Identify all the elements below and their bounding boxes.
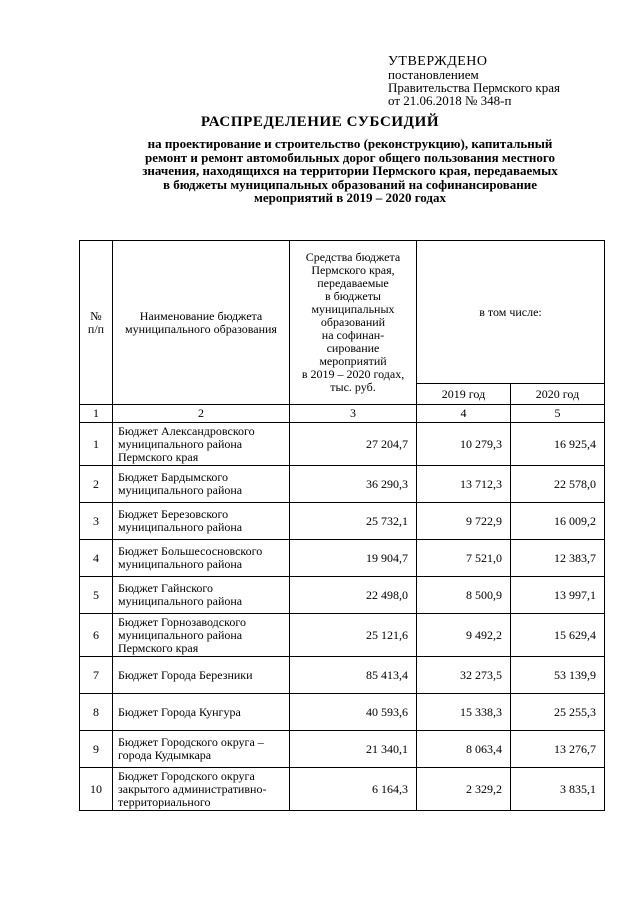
header-num: № п/п	[80, 241, 113, 405]
row-budget-name: Бюджет Городского округа – города Кудымкара	[113, 731, 290, 768]
row-budget-name: Бюджет Города Березники	[113, 657, 290, 694]
row-number: 10	[80, 768, 113, 811]
row-2019-value: 9 492,2	[417, 614, 511, 657]
table-row	[80, 694, 605, 731]
row-2020-value: 16 009,2	[511, 503, 605, 540]
row-2019-value: 10 279,3	[417, 423, 511, 466]
row-2020-value: 13 276,7	[511, 731, 605, 768]
row-2020-value: 12 383,7	[511, 540, 605, 577]
header-total: Средства бюджета Пермского края, передаваемые в бюджеты муниципальных образований на софинан- сирование мероприятий в 2019 – 2020 годах, тыс. руб.	[290, 241, 417, 405]
row-2019-value: 15 338,3	[417, 694, 511, 731]
approval-line: Правительства Пермского края	[388, 80, 560, 95]
header-name: Наименование бюджета муниципального образования	[113, 241, 290, 405]
table-row	[80, 540, 605, 577]
table-row	[80, 768, 605, 811]
table-header-row	[80, 241, 605, 384]
row-budget-name: Бюджет Городского округа закрытого административно- территориального	[113, 768, 290, 811]
row-budget-name: Бюджет Александровского муниципального района Пермского края	[113, 423, 290, 466]
table-row	[80, 731, 605, 768]
row-budget-name: Бюджет Бардымского муниципального района	[113, 466, 290, 503]
row-number: 8	[80, 694, 113, 731]
row-number: 1	[80, 423, 113, 466]
document-title: РАСПРЕДЕЛЕНИЕ СУБСИДИЙ	[200, 114, 440, 130]
column-number: 5	[511, 405, 605, 423]
row-number: 4	[80, 540, 113, 577]
row-total-value: 19 904,7	[290, 540, 417, 577]
row-2019-value: 2 329,2	[417, 768, 511, 811]
header-2019: 2019 год	[417, 384, 511, 405]
row-2020-value: 53 139,9	[511, 657, 605, 694]
row-2019-value: 8 063,4	[417, 731, 511, 768]
column-number-row	[80, 405, 605, 423]
row-total-value: 40 593,6	[290, 694, 417, 731]
row-budget-name: Бюджет Большесосновского муниципального района	[113, 540, 290, 577]
table-row	[80, 503, 605, 540]
table-row	[80, 577, 605, 614]
row-total-value: 22 498,0	[290, 577, 417, 614]
row-2019-value: 32 273,5	[417, 657, 511, 694]
row-2019-value: 8 500,9	[417, 577, 511, 614]
row-2019-value: 13 712,3	[417, 466, 511, 503]
row-2020-value: 13 997,1	[511, 577, 605, 614]
row-total-value: 27 204,7	[290, 423, 417, 466]
column-number: 2	[113, 405, 290, 423]
row-number: 3	[80, 503, 113, 540]
subtitle-line: значения, находящихся на территории Пермского края, передаваемых	[142, 163, 558, 178]
row-budget-name: Бюджет Горнозаводского муниципального района Пермского края	[113, 614, 290, 657]
row-total-value: 6 164,3	[290, 768, 417, 811]
row-number: 9	[80, 731, 113, 768]
subtitle-line: ремонт и ремонт автомобильных дорог общего пользования местного	[145, 149, 555, 165]
row-total-value: 85 413,4	[290, 657, 417, 694]
row-total-value: 36 290,3	[290, 466, 417, 503]
row-budget-name: Бюджет Гайнского муниципального района	[113, 577, 290, 614]
row-number: 2	[80, 466, 113, 503]
row-number: 6	[80, 614, 113, 657]
subtitle-line: мероприятий в 2019 – 2020 годах	[253, 190, 447, 205]
row-2019-value: 9 722,9	[417, 503, 511, 540]
row-total-value: 25 732,1	[290, 503, 417, 540]
row-total-value: 25 121,6	[290, 614, 417, 657]
row-number: 5	[80, 577, 113, 614]
row-2020-value: 3 835,1	[511, 768, 605, 811]
approval-line: постановлением	[388, 67, 479, 82]
row-number: 7	[80, 657, 113, 694]
approval-stamp	[388, 55, 638, 107]
table-row	[80, 466, 605, 503]
column-number: 4	[417, 405, 511, 423]
column-number: 3	[290, 405, 417, 423]
subsidy-table	[79, 240, 605, 811]
header-2020: 2020 год	[511, 384, 605, 405]
table-row	[80, 657, 605, 694]
row-total-value: 21 340,1	[290, 731, 417, 768]
row-2020-value: 16 925,4	[511, 423, 605, 466]
subtitle-line: в бюджеты муниципальных образований на софинансирование	[162, 176, 538, 192]
approval-line: от 21.06.2018 № 348-п	[388, 93, 512, 108]
table-row	[80, 423, 605, 466]
row-2020-value: 15 629,4	[511, 614, 605, 657]
row-2019-value: 7 521,0	[417, 540, 511, 577]
header-including: в том числе:	[417, 241, 605, 384]
row-budget-name: Бюджет Города Кунгура	[113, 694, 290, 731]
document-subtitle	[100, 137, 600, 205]
row-budget-name: Бюджет Березовского муниципального района	[113, 503, 290, 540]
column-number: 1	[80, 405, 113, 423]
approval-title: УТВЕРЖДЕНО	[388, 54, 488, 69]
subtitle-line: на проектирование и строительство (реконструкцию), капитальный	[147, 136, 553, 151]
row-2020-value: 25 255,3	[511, 694, 605, 731]
row-2020-value: 22 578,0	[511, 466, 605, 503]
table-row	[80, 614, 605, 657]
